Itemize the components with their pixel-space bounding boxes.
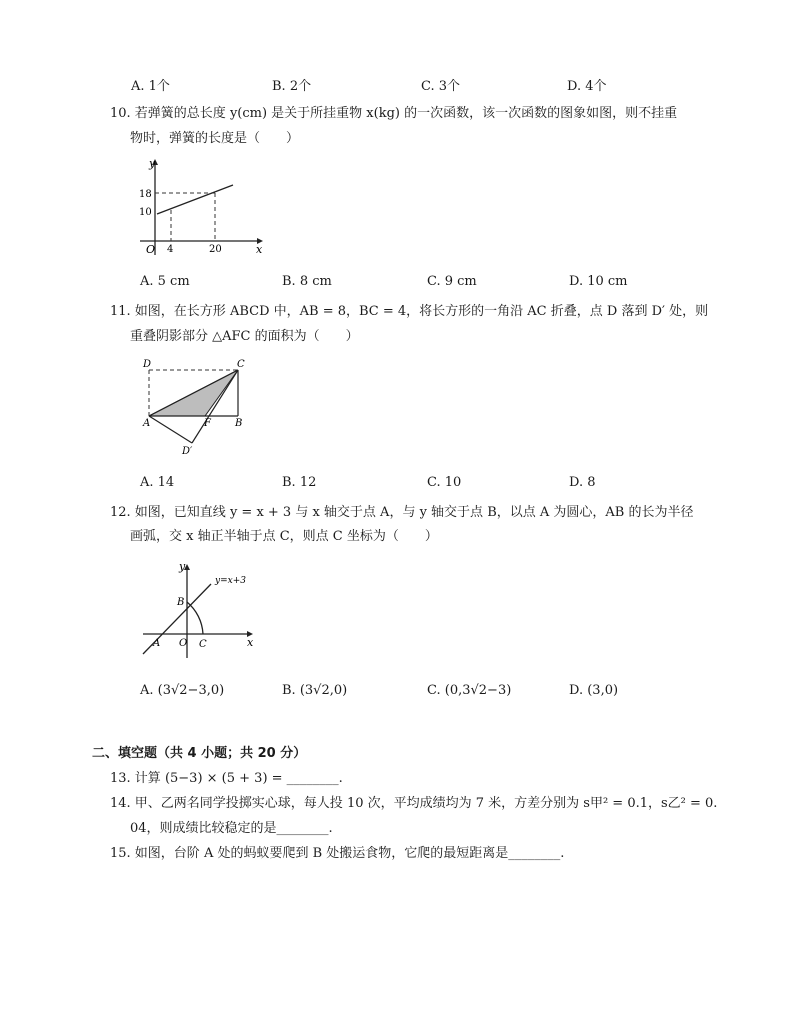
- q11-option-a: A. 14: [140, 475, 175, 490]
- q10-option-a: A. 5 cm: [140, 274, 190, 289]
- q12-option-b: B. (3√2,0): [282, 683, 348, 698]
- q11-label-b: B: [235, 418, 243, 429]
- q11-rectangle-figure: [140, 355, 250, 460]
- q9-option-a: A. 1个: [131, 79, 170, 94]
- q12-option-d: D. (3,0): [569, 683, 619, 698]
- q9-option-b: B. 2个: [272, 79, 312, 94]
- q10-option-b: B. 8 cm: [282, 274, 332, 289]
- q12-y-axis-label: y: [179, 560, 186, 573]
- q11-label-f: F: [204, 418, 211, 429]
- q11-option-b: B. 12: [282, 475, 317, 490]
- q10-text-line1: 10. 若弹簧的总长度 y(cm) 是关于所挂重物 x(kg) 的一次函数，该一次函数的图象如图，则不挂重: [110, 106, 678, 121]
- q10-x-tick-4: 4: [167, 244, 174, 255]
- q12-option-c: C. (0,3√2−3): [427, 683, 512, 698]
- q13-text: 13. 计算 (5−3) × (5 + 3) = ________.: [110, 771, 343, 786]
- q12-label-o: O: [179, 638, 188, 649]
- q11-label-a: A: [143, 418, 151, 429]
- q11-text-line2: 重叠阴影部分 △AFC 的面积为（ ）: [130, 329, 359, 344]
- q10-option-c: C. 9 cm: [427, 274, 477, 289]
- q12-line-label: y=x+3: [215, 576, 246, 586]
- q12-label-c: C: [199, 639, 207, 650]
- q12-text-line2: 画弧，交 x 轴正半轴于点 C，则点 C 坐标为（ ）: [130, 529, 438, 544]
- q12-option-a: A. (3√2−3,0): [140, 683, 225, 698]
- q10-graph: [135, 155, 270, 260]
- q11-label-d-prime: D′: [182, 446, 193, 457]
- q11-label-d: D: [143, 359, 152, 370]
- q10-x-axis-label: x: [256, 243, 263, 256]
- q10-y-axis-label: y: [149, 157, 156, 170]
- q12-label-a: A: [153, 638, 161, 649]
- q14-text-line2: 04，则成绩比较稳定的是________.: [130, 821, 333, 836]
- q10-origin-label: O: [146, 243, 156, 256]
- q10-y-tick-18: 18: [139, 189, 152, 200]
- q10-y-tick-10: 10: [139, 207, 152, 218]
- q15-text: 15. 如图，台阶 A 处的蚂蚁要爬到 B 处搬运食物，它爬的最短距离是________.: [110, 846, 565, 861]
- q10-text-line2: 物时，弹簧的长度是（ ）: [130, 131, 300, 146]
- q10-x-tick-20: 20: [209, 244, 222, 255]
- q9-option-c: C. 3个: [421, 79, 461, 94]
- q11-option-c: C. 10: [427, 475, 462, 490]
- q11-text-line1: 11. 如图，在长方形 ABCD 中，AB = 8，BC = 4，将长方形的一角沿 AC 折叠，点 D 落到 D′ 处，则: [110, 304, 709, 319]
- q10-option-d: D. 10 cm: [569, 274, 628, 289]
- section-2-title: 二、填空题（共 4 小题；共 20 分）: [92, 746, 307, 761]
- q14-text-line1: 14. 甲、乙两名同学投掷实心球，每人投 10 次，平均成绩均为 7 米，方差分别为 s甲² = 0.1，s乙² = 0.: [110, 796, 718, 811]
- q11-label-c: C: [237, 359, 245, 370]
- q12-coordinate-figure: [135, 558, 265, 663]
- q12-x-axis-label: x: [247, 636, 254, 649]
- q12-label-b: B: [177, 597, 185, 608]
- q11-option-d: D. 8: [569, 475, 596, 490]
- q9-option-d: D. 4个: [567, 79, 607, 94]
- q12-text-line1: 12. 如图，已知直线 y = x + 3 与 x 轴交于点 A，与 y 轴交于点 B，以点 A 为圆心，AB 的长为半径: [110, 505, 694, 520]
